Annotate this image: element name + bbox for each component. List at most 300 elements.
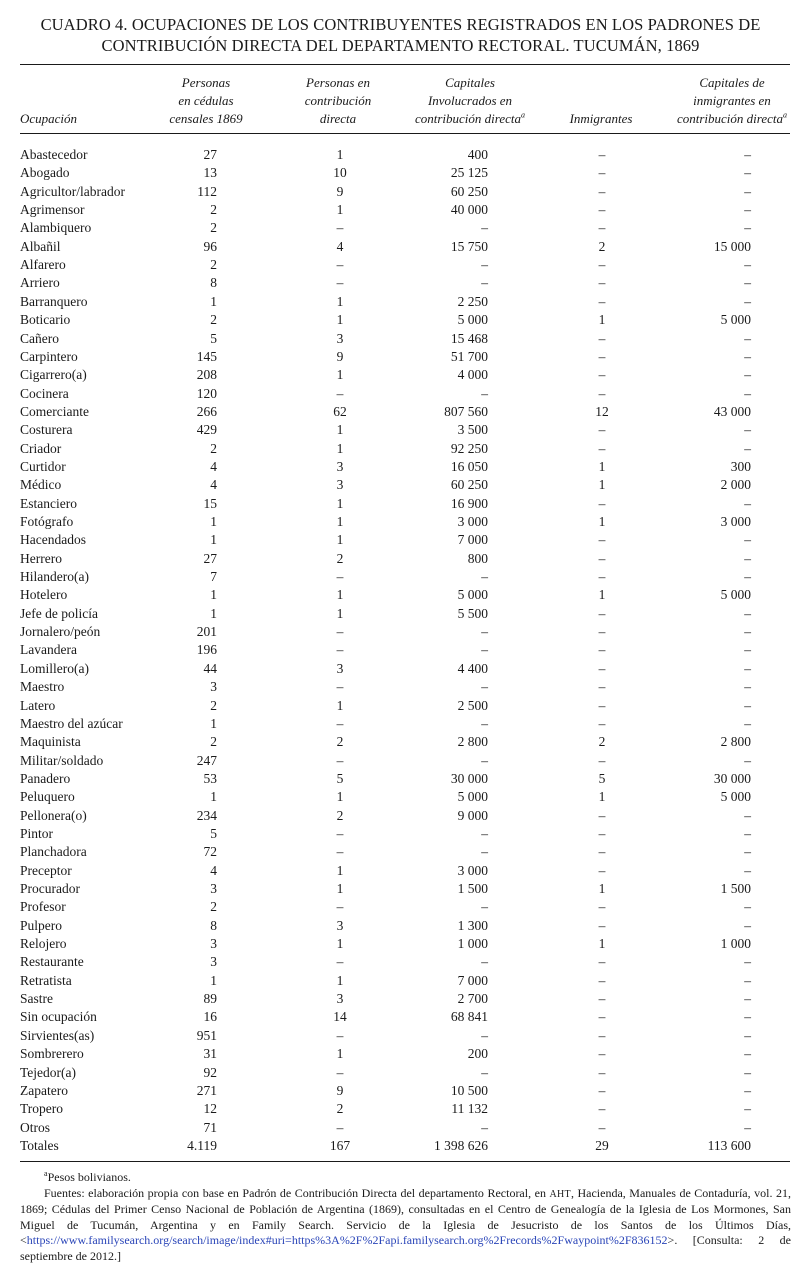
cell-capitales: 3 000 <box>457 862 488 878</box>
footnote: $^a$Pesos bolivianos. <box>44 1169 131 1184</box>
cell-ocupacion: Sin ocupación <box>20 1009 97 1025</box>
cell-ocupacion: Pulpero <box>20 917 62 933</box>
cell-capitales-inmigrantes: – <box>744 954 751 970</box>
cell-capitales: 25 125 <box>450 165 488 181</box>
cell-personas-contribucion: 9 <box>336 1082 344 1098</box>
cell-ocupacion: Zapatero <box>20 1082 68 1098</box>
cell-capitales: 4 400 <box>457 660 488 676</box>
cell-capitales: 16 050 <box>450 458 488 474</box>
cell-personas-contribucion: – <box>336 642 344 658</box>
header-rule <box>20 133 790 134</box>
cell-ocupacion: Maestro <box>20 679 65 695</box>
cell-personas-censales: 201 <box>196 624 217 640</box>
cell-personas-contribucion: 9 <box>336 183 344 199</box>
table-row <box>0 586 801 604</box>
cell-capitales-inmigrantes: – <box>744 495 751 511</box>
table-row <box>0 330 801 348</box>
cell-capitales-inmigrantes: 5 000 <box>720 312 751 328</box>
table-row <box>0 568 801 586</box>
cell-inmigrantes: – <box>598 917 606 933</box>
table-row <box>0 935 801 953</box>
cell-inmigrantes: – <box>598 1082 606 1098</box>
cell-inmigrantes: – <box>598 807 606 823</box>
table-row <box>0 531 801 549</box>
cell-personas-censales: 2 <box>210 220 217 236</box>
cell-capitales: 68 841 <box>450 1009 488 1025</box>
cell-personas-contribucion: – <box>336 825 344 841</box>
cell-personas-censales: 27 <box>203 550 217 566</box>
cell-personas-contribucion: – <box>336 275 344 291</box>
cell-ocupacion: Panadero <box>20 770 71 786</box>
table-title-line-2: CONTRIBUCIÓN DIRECTA DEL DEPARTAMENTO RECTORAL. TUCUMÁN, 1869 <box>101 36 700 55</box>
cell-ocupacion: Sombrerero <box>20 1046 84 1062</box>
cell-personas-contribucion: 1 <box>336 789 344 805</box>
cell-capitales: 92 250 <box>450 440 488 456</box>
cell-inmigrantes: – <box>598 624 606 640</box>
table-row <box>0 807 801 825</box>
cell-ocupacion: Agricultor/labrador <box>20 183 125 199</box>
cell-capitales-inmigrantes: – <box>744 1046 751 1062</box>
cell-capitales: 60 250 <box>450 183 488 199</box>
cell-personas-censales: 13 <box>203 165 217 181</box>
cell-ocupacion: Criador <box>20 440 62 456</box>
cell-capitales: 5 000 <box>457 312 488 328</box>
cell-personas-censales: 5 <box>210 825 217 841</box>
table-row <box>0 513 801 531</box>
cell-personas-contribucion: 3 <box>336 991 344 1007</box>
cell-personas-contribucion: 1 <box>336 697 344 713</box>
table-row <box>0 183 801 201</box>
cell-capitales-inmigrantes: 5 000 <box>720 789 751 805</box>
cell-capitales: – <box>481 715 488 731</box>
cell-personas-contribucion: 14 <box>333 1009 347 1025</box>
cell-capitales-inmigrantes: 1 000 <box>720 936 751 952</box>
cell-personas-contribucion: 3 <box>336 917 344 933</box>
cell-inmigrantes: – <box>598 275 606 291</box>
cell-inmigrantes: – <box>598 330 606 346</box>
cell-capitales: – <box>481 899 488 915</box>
cell-personas-contribucion: 1 <box>336 293 344 309</box>
cell-capitales-inmigrantes: – <box>744 679 751 695</box>
table-row <box>0 862 801 880</box>
cell-ocupacion: Jefe de policía <box>20 605 98 621</box>
cell-ocupacion: Sirvientes(as) <box>20 1027 95 1043</box>
cell-personas-contribucion: 4 <box>336 238 344 254</box>
cell-personas-contribucion: 1 <box>336 1046 344 1062</box>
cell-ocupacion: Alfarero <box>20 257 66 273</box>
table-row <box>0 256 801 274</box>
cell-capitales-inmigrantes: – <box>744 825 751 841</box>
cell-inmigrantes: 12 <box>595 403 609 419</box>
cell-personas-censales: 3 <box>210 936 217 952</box>
cell-personas-censales: 92 <box>203 1064 217 1080</box>
table-row <box>0 641 801 659</box>
cell-capitales: 5 000 <box>457 789 488 805</box>
cell-capitales-inmigrantes: – <box>744 440 751 456</box>
table-row <box>0 697 801 715</box>
sources-note: Fuentes: elaboración propia con base en Padrón de Contribución Directa del departamento Rectoral, en AHT, Hacienda, Manuales de Contaduría, vol. 21, 1869; Cédulas del Primer Censo Nacional de Población de Argentina (1869), consultadas en el Centro de Genealogía de la Iglesia de Los Mormones, San Miguel de Tucumán, Argentina y en Family Search. Servicio de la Iglesia de Jesucristo de los Santos de los Últimos Días, <https://www.familysearch.org/search/image/index#uri=https%3A%2F%2Fapi.familysearch.org%2Frecords%2Fwaypoint%2F836152>. [Consulta: 2 de septiembre de 2012.] <box>20 1185 792 1263</box>
cell-capitales: – <box>481 954 488 970</box>
table-row <box>0 440 801 458</box>
cell-personas-contribucion: 2 <box>336 550 344 566</box>
cell-inmigrantes: – <box>598 569 606 585</box>
cell-ocupacion: Albañil <box>20 238 61 254</box>
cell-inmigrantes: – <box>598 697 606 713</box>
cell-personas-contribucion: – <box>336 1027 344 1043</box>
cell-personas-contribucion: – <box>336 899 344 915</box>
cell-inmigrantes: 1 <box>598 312 606 328</box>
cell-personas-censales: 1 <box>210 715 217 731</box>
cell-capitales: – <box>481 1064 488 1080</box>
table-row <box>0 917 801 935</box>
cell-personas-censales: 15 <box>203 495 217 511</box>
cell-personas-censales: 1 <box>210 514 217 529</box>
cell-personas-censales: 96 <box>203 238 217 254</box>
table-row <box>0 219 801 237</box>
cell-capitales-inmigrantes: – <box>744 202 751 218</box>
cell-ocupacion: Procurador <box>20 881 80 896</box>
table-title <box>0 14 801 56</box>
cell-inmigrantes: 1 <box>598 881 606 896</box>
cell-inmigrantes: 2 <box>598 734 606 750</box>
cell-personas-contribucion: 2 <box>336 1101 344 1117</box>
cell-ocupacion: Hacendados <box>20 532 86 548</box>
cell-capitales-inmigrantes: 113 600 <box>707 1137 751 1153</box>
cell-personas-censales: 72 <box>203 844 217 860</box>
cell-personas-contribucion: – <box>336 624 344 640</box>
cell-ocupacion: Lavandera <box>20 642 77 658</box>
cell-capitales-inmigrantes: 5 000 <box>720 587 751 603</box>
cell-ocupacion: Relojero <box>20 936 67 952</box>
cell-personas-contribucion: 1 <box>336 147 344 162</box>
cell-personas-contribucion: 1 <box>336 422 344 438</box>
cell-personas-censales: 5 <box>210 330 217 346</box>
cell-capitales: 807 560 <box>444 403 488 419</box>
table-row <box>0 238 801 256</box>
cell-inmigrantes: – <box>598 899 606 915</box>
header-capitales: Capitales Involucrados en contribución directa$^a$ <box>414 75 526 126</box>
cell-personas-contribucion: 1 <box>336 972 344 988</box>
table-row <box>0 458 801 476</box>
cell-ocupacion: Sastre <box>20 991 53 1007</box>
cell-ocupacion: Abastecedor <box>20 147 88 162</box>
table-row <box>0 476 801 494</box>
cell-inmigrantes: – <box>598 954 606 970</box>
cell-ocupacion: Pintor <box>20 825 54 841</box>
cell-inmigrantes: – <box>598 220 606 236</box>
cell-personas-censales: 1 <box>210 789 217 805</box>
cell-personas-censales: 4 <box>210 477 217 493</box>
cell-ocupacion: Maquinista <box>20 734 81 750</box>
table-row <box>0 733 801 751</box>
cell-inmigrantes: – <box>598 1064 606 1080</box>
cell-personas-contribucion: 3 <box>336 330 344 346</box>
cell-inmigrantes: – <box>598 862 606 878</box>
cell-capitales-inmigrantes: 1 500 <box>720 881 751 896</box>
cell-capitales-inmigrantes: 30 000 <box>713 770 751 786</box>
cell-capitales: 1 300 <box>457 917 488 933</box>
cell-personas-contribucion: – <box>336 385 344 401</box>
cell-capitales-inmigrantes: – <box>744 1009 751 1025</box>
cell-personas-censales: 2 <box>210 899 217 915</box>
cell-inmigrantes: – <box>598 1119 606 1135</box>
cell-capitales-inmigrantes: – <box>744 697 751 713</box>
table-row <box>0 164 801 182</box>
cell-personas-contribucion: – <box>336 679 344 695</box>
cell-personas-censales: 429 <box>196 422 217 438</box>
header-capitales-inmigrantes: Capitales de inmigrantes en contribución directa$^a$ <box>676 75 788 126</box>
cell-inmigrantes: 2 <box>598 238 606 254</box>
cell-inmigrantes: – <box>598 385 606 401</box>
cell-capitales-inmigrantes: – <box>744 220 751 236</box>
cell-inmigrantes: – <box>598 752 606 768</box>
cell-personas-censales: 2 <box>210 257 217 273</box>
cell-capitales: 5 000 <box>457 587 488 603</box>
cell-personas-contribucion: 9 <box>336 348 344 364</box>
cell-capitales-inmigrantes: – <box>744 660 751 676</box>
cell-capitales-inmigrantes: – <box>744 991 751 1007</box>
table-title-line-1: CUADRO 4. OCUPACIONES DE LOS CONTRIBUYENTES REGISTRADOS EN LOS PADRONES DE <box>40 15 761 34</box>
cell-capitales: 40 000 <box>450 202 488 218</box>
cell-personas-censales: 71 <box>203 1119 217 1135</box>
cell-ocupacion: Lomillero(a) <box>20 660 89 676</box>
cell-personas-censales: 2 <box>210 697 217 713</box>
table-row <box>0 201 801 219</box>
cell-personas-censales: 53 <box>203 770 217 786</box>
cell-ocupacion: Totales <box>20 1137 59 1153</box>
cell-capitales-inmigrantes: – <box>744 605 751 621</box>
cell-capitales-inmigrantes: – <box>744 1064 751 1080</box>
cell-capitales-inmigrantes: – <box>744 183 751 199</box>
cell-capitales-inmigrantes: – <box>744 367 751 383</box>
cell-inmigrantes: – <box>598 293 606 309</box>
cell-capitales: 2 700 <box>457 991 488 1007</box>
cell-capitales: – <box>481 825 488 841</box>
table-row <box>0 678 801 696</box>
cell-capitales: 2 500 <box>457 697 488 713</box>
cell-personas-contribucion: 2 <box>336 807 344 823</box>
cell-ocupacion: Agrimensor <box>20 202 85 218</box>
cell-inmigrantes: 29 <box>595 1137 609 1153</box>
cell-ocupacion: Cañero <box>20 330 59 346</box>
cell-ocupacion: Otros <box>20 1119 50 1135</box>
cell-inmigrantes: – <box>598 605 606 621</box>
top-rule <box>20 64 790 65</box>
cell-capitales-inmigrantes: – <box>744 1119 751 1135</box>
cell-ocupacion: Hotelero <box>20 587 68 603</box>
cell-capitales: – <box>481 844 488 860</box>
table-row <box>0 660 801 678</box>
table-row <box>0 825 801 843</box>
cell-inmigrantes: – <box>598 147 606 162</box>
cell-capitales: 2 800 <box>457 734 488 750</box>
cell-capitales-inmigrantes: – <box>744 917 751 933</box>
cell-personas-censales: 1 <box>210 972 217 988</box>
cell-personas-censales: 31 <box>203 1046 217 1062</box>
cell-capitales-inmigrantes: – <box>744 275 751 291</box>
cell-inmigrantes: – <box>598 991 606 1007</box>
header-personas-censales: Personas en cédulas censales 1869 <box>169 75 243 126</box>
table-row <box>0 1082 801 1100</box>
cell-capitales: 15 750 <box>450 238 488 254</box>
cell-capitales-inmigrantes: – <box>744 972 751 988</box>
cell-personas-censales: 7 <box>210 569 217 585</box>
cell-personas-censales: 3 <box>210 881 217 896</box>
cell-capitales: – <box>481 752 488 768</box>
cell-personas-contribucion: 1 <box>336 495 344 511</box>
cell-personas-censales: 8 <box>210 917 217 933</box>
cell-ocupacion: Tropero <box>20 1101 64 1117</box>
source-link[interactable]: https://www.familysearch.org/search/image/index#uri=https%3A%2F%2Fapi.familysearch.org%2Frecords%2Fwaypoint%2F836152 <box>26 1233 668 1247</box>
cell-inmigrantes: – <box>598 257 606 273</box>
table-row <box>0 770 801 788</box>
cell-personas-censales: 120 <box>196 385 217 401</box>
cell-ocupacion: Barranquero <box>20 293 88 309</box>
cell-personas-contribucion: – <box>336 752 344 768</box>
cell-capitales: – <box>481 257 488 273</box>
cell-inmigrantes: – <box>598 495 606 511</box>
cell-capitales: 10 500 <box>450 1082 488 1098</box>
cell-personas-censales: 208 <box>196 367 217 383</box>
cell-inmigrantes: – <box>598 825 606 841</box>
cell-capitales: 3 500 <box>457 422 488 438</box>
cell-ocupacion: Profesor <box>20 899 66 915</box>
cell-ocupacion: Jornalero/peón <box>20 624 101 640</box>
cell-inmigrantes: – <box>598 367 606 383</box>
cell-capitales-inmigrantes: – <box>744 1027 751 1043</box>
cell-personas-contribucion: – <box>336 844 344 860</box>
table-row <box>0 1008 801 1026</box>
cell-inmigrantes: – <box>598 715 606 731</box>
cell-inmigrantes: 1 <box>598 477 606 493</box>
cell-capitales: 1 500 <box>457 881 488 896</box>
table-row <box>0 1100 801 1118</box>
cell-capitales-inmigrantes: 2 800 <box>720 734 751 750</box>
cell-ocupacion: Abogado <box>20 165 70 181</box>
cell-ocupacion: Fotógrafo <box>20 514 74 529</box>
cell-capitales: – <box>481 220 488 236</box>
cell-capitales-inmigrantes: – <box>744 624 751 640</box>
cell-inmigrantes: – <box>598 550 606 566</box>
cell-capitales: – <box>481 642 488 658</box>
cell-ocupacion: Tejedor(a) <box>20 1064 77 1080</box>
cell-personas-contribucion: 3 <box>336 458 344 474</box>
table-row <box>0 146 801 164</box>
cell-personas-contribucion: 5 <box>336 770 344 786</box>
cell-capitales: 16 900 <box>450 495 488 511</box>
cell-personas-censales: 8 <box>210 275 217 291</box>
cell-ocupacion: Hilandero(a) <box>20 569 89 585</box>
cell-capitales: 60 250 <box>450 477 488 493</box>
cell-inmigrantes: 1 <box>598 458 606 474</box>
cell-personas-censales: 16 <box>203 1009 217 1025</box>
cell-capitales-inmigrantes: – <box>744 422 751 438</box>
cell-capitales: 9 000 <box>457 807 488 823</box>
table-row <box>0 898 801 916</box>
table-row <box>0 1064 801 1082</box>
cell-personas-contribucion: 1 <box>336 202 344 218</box>
table-row <box>0 788 801 806</box>
cell-ocupacion: Carpintero <box>20 348 78 364</box>
cell-ocupacion: Restaurante <box>20 954 84 970</box>
cell-inmigrantes: – <box>598 1027 606 1043</box>
cell-capitales: – <box>481 1027 488 1043</box>
cell-personas-censales: 951 <box>196 1027 217 1043</box>
table-row <box>0 715 801 733</box>
cell-personas-censales: 247 <box>196 752 217 768</box>
table-row <box>0 605 801 623</box>
cell-capitales: 200 <box>467 1046 488 1062</box>
cell-personas-contribucion: – <box>336 715 344 731</box>
cell-inmigrantes: – <box>598 642 606 658</box>
cell-personas-contribucion: 1 <box>336 440 344 456</box>
cell-personas-contribucion: 10 <box>333 165 347 181</box>
table-row <box>0 550 801 568</box>
cell-ocupacion: Cocinera <box>20 385 69 401</box>
cell-capitales-inmigrantes: – <box>744 385 751 401</box>
cell-capitales: 15 468 <box>450 330 488 346</box>
cell-personas-censales: 2 <box>210 440 217 456</box>
cell-capitales: – <box>481 385 488 401</box>
cell-ocupacion: Retratista <box>20 972 72 988</box>
cell-capitales: 1 000 <box>457 936 488 952</box>
cell-personas-censales: 145 <box>196 348 217 364</box>
table-row <box>0 752 801 770</box>
cell-personas-contribucion: – <box>336 220 344 236</box>
cell-capitales: – <box>481 624 488 640</box>
cell-inmigrantes: – <box>598 660 606 676</box>
cell-personas-censales: 2 <box>210 734 217 750</box>
cell-ocupacion: Pellonera(o) <box>20 807 87 823</box>
table-row <box>0 385 801 403</box>
footnote-marker: a <box>521 110 526 120</box>
cell-personas-censales: 1 <box>210 605 217 621</box>
cell-ocupacion: Cigarrero(a) <box>20 367 87 383</box>
cell-capitales-inmigrantes: – <box>744 147 751 162</box>
totals-row <box>0 1137 801 1155</box>
table-row <box>0 623 801 641</box>
cell-capitales-inmigrantes: – <box>744 293 751 309</box>
cell-personas-censales: 1 <box>210 293 217 309</box>
cell-personas-contribucion: 2 <box>336 734 344 750</box>
cell-personas-censales: 3 <box>210 679 217 695</box>
cell-inmigrantes: – <box>598 183 606 199</box>
cell-capitales-inmigrantes: – <box>744 532 751 548</box>
cell-ocupacion: Maestro del azúcar <box>20 715 123 731</box>
cell-personas-contribucion: – <box>336 569 344 585</box>
cell-personas-contribucion: – <box>336 1119 344 1135</box>
cell-capitales: 800 <box>467 550 488 566</box>
cell-personas-contribucion: – <box>336 1064 344 1080</box>
table-row <box>0 843 801 861</box>
cell-capitales-inmigrantes: – <box>744 715 751 731</box>
table-row <box>0 274 801 292</box>
cell-personas-censales: 2 <box>210 202 217 218</box>
table-row <box>0 495 801 513</box>
cell-ocupacion: Herrero <box>20 550 62 566</box>
cell-capitales: – <box>481 1119 488 1135</box>
cell-capitales-inmigrantes: – <box>744 899 751 915</box>
cell-capitales: 11 132 <box>451 1101 488 1117</box>
cell-capitales: 5 500 <box>457 605 488 621</box>
cell-ocupacion: Boticario <box>20 312 71 328</box>
cell-personas-censales: 271 <box>196 1082 217 1098</box>
cell-capitales: 1 398 626 <box>434 1137 488 1153</box>
cell-capitales-inmigrantes: – <box>744 1082 751 1098</box>
cell-capitales-inmigrantes: – <box>744 348 751 364</box>
table-row <box>0 972 801 990</box>
cell-personas-censales: 4 <box>210 458 217 474</box>
